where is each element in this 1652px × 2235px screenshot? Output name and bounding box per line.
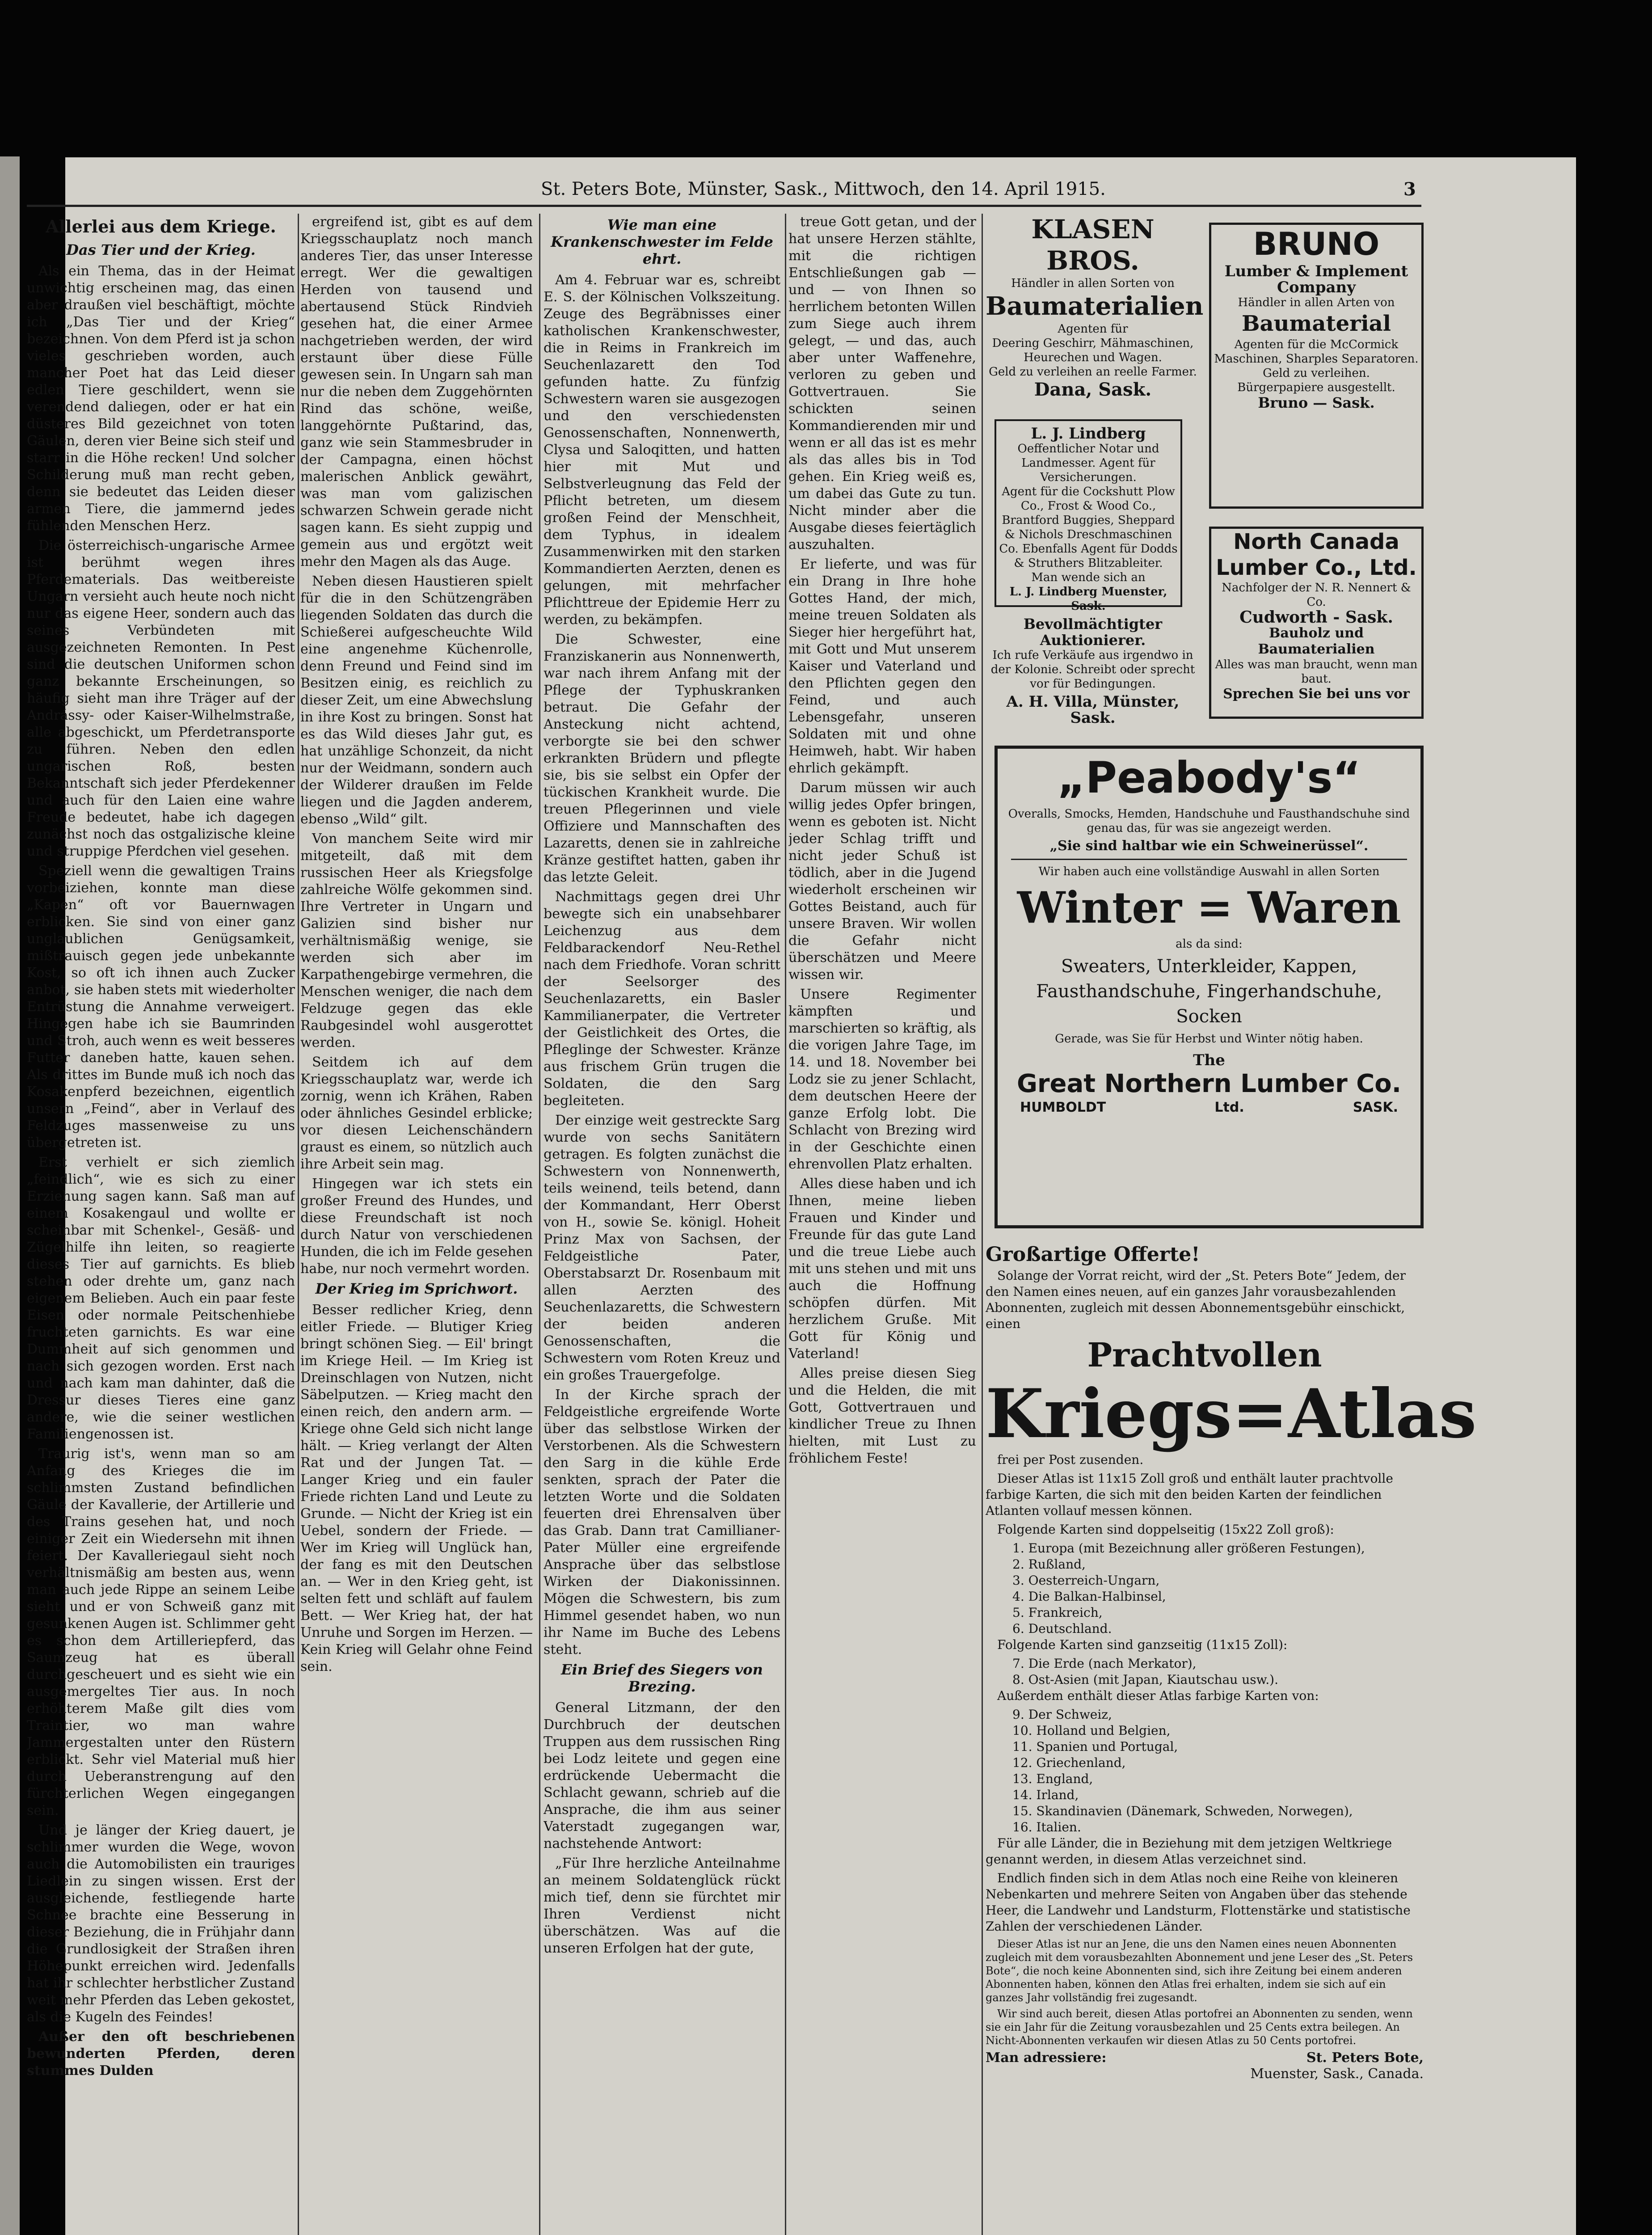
ad-line: Gerade, was Sie für Herbst und Winter nötig haben. bbox=[1055, 1032, 1363, 1046]
ad-line: Bürgerpapiere ausgestellt. bbox=[1237, 381, 1395, 394]
paragraph: Seitdem ich auf dem Kriegsschauplatz war, werde ich zornig, wenn ich Krähen, Raben oder ähnliches Gesindel erblicke; vor diesen Leichenschändern graust es einem, so nützlich auch ihre Arbeit sein mag. bbox=[300, 1054, 533, 1172]
bruno-ad bbox=[1209, 223, 1424, 509]
paragraph: Alles diese haben und ich Ihnen, meine lieben Frauen und Kinder und Freunde für das gute Land und die treue Liebe auch mit uns stehen und mit uns auch die Hoffnung schöpfen dürfen. Mit herzlichem Gruße. Mit Gott für König und Vaterland! bbox=[788, 1176, 976, 1362]
ad-name: North Canada Lumber Co., Ltd. bbox=[1216, 529, 1417, 580]
offer-address-city: Muenster, Sask., Canada. bbox=[1250, 2066, 1424, 2082]
ad-line: Nachfolger der N. R. Nennert & Co. bbox=[1222, 581, 1411, 609]
north-canada-lumber-ad bbox=[1209, 527, 1424, 719]
ad-line: Overalls, Smocks, Hemden, Handschuhe und Fausthandschuhe sind genau das, für was sie angezeigt werden. bbox=[1008, 807, 1410, 835]
villa-ad bbox=[986, 616, 1200, 732]
offer-head: Großartige Offerte! bbox=[986, 1243, 1200, 1266]
paragraph: Speziell wenn die gewaltigen Trains vorbeiziehen, konnte man diese „Kapen“ oft vor Bauernwagen erblicken. Sie sind von einer ganz unglaublichen Genügsamkeit, mißtrauisch gegen jede unbekannte Kost, so oft ich ihnen auch Zucker anbot, sie haben stets mit wiederholter Entrüstung die Annahme verweigert. Hingegen habe ich sie Baumrinden und Stroh, auch wenn es weit besseres Futter daneben hatte, kauen sehen. Als drittes im Bunde muß ich noch das Kosakenpferd bezeichnen, eigentlich unsern „Feind“, aber in Verlauf des Feldzuges massenweise zu uns übergetreten ist. bbox=[27, 863, 295, 1151]
column-2 bbox=[300, 214, 533, 2235]
offer-list bbox=[986, 1707, 1424, 1835]
offer-list-head: Folgende Karten sind doppelseitig (15x22 Zoll groß): bbox=[997, 1522, 1334, 1537]
paragraph: Nachmittags gegen drei Uhr bewegte sich ein unabsehbarer Leichenzug aus dem Feldbarackendorf Neu-Rethel nach dem Friedhofe. Voran schritt der Seelsorger des Seuchenlazaretts, ein Basler Kammilianerpater, die Vertreter der Geistlichkeit des Ortes, die Pfleglinge der Schwester. Kränze aus frischem Grün trugen die Soldaten, die den Sarg begleiteten. bbox=[544, 889, 780, 1109]
ad-line: Alles was man braucht, wenn man baut. bbox=[1215, 658, 1418, 686]
paragraph: Hingegen war ich stets ein großer Freund des Hundes, und diese Freundschaft ist noch durch Natur von verschiedenen Hunden, die ich im Felde gesehen habe, nur noch vermehrt worden. bbox=[300, 1176, 533, 1277]
list-item: 3. Oesterreich-Ungarn, bbox=[1012, 1573, 1160, 1588]
list-item: 5. Frankreich, bbox=[1012, 1605, 1103, 1620]
offer-title-main: Kriegs=Atlas bbox=[986, 1375, 1477, 1453]
paragraph: Von manchem Seite wird mir mitgeteilt, daß mit dem russischen Heer als Kriegsfolge zahlreiche Wölfe gekommen sind. Ihre Vertreter in Ungarn und Galizien sind bisher nur verhältnismäßig wenige, sie werden sich aber im Karpathengebirge vermehren, die Menschen weniger, die nach dem Feldzuge gegen das ekle Raubgesindel wohl ausgerottet werden. bbox=[300, 831, 533, 1050]
column-1 bbox=[27, 214, 295, 2235]
ad-title: Winter = Waren bbox=[1017, 882, 1401, 933]
ads-area bbox=[986, 214, 1477, 2235]
offer-text: Für alle Länder, die in Beziehung mit dem jetzigen Weltkriege genannt werden, in diesem Atlas verzeichnet sind. bbox=[986, 1836, 1392, 1867]
offer-desc: Dieser Atlas ist 11x15 Zoll groß und enthält lauter prachtvolle farbige Karten, die sich mit den beiden Karten der feindlichen Atlanten vollauf messen können. bbox=[986, 1471, 1393, 1518]
ad-footer: Sprechen Sie bei uns vor bbox=[1223, 686, 1410, 702]
paragraph: Alles preise diesen Sieg und die Helden, die mit Gott, Gottvertrauen und kindlicher Treue zu Ihnen hielten, mit Lust zu fröhlichem Feste! bbox=[788, 1366, 976, 1466]
article-title: Wie man eine Krankenschwester im Felde ehrt. bbox=[551, 216, 773, 267]
list-item: 15. Skandinavien (Dänemark, Schweden, Norwegen), bbox=[1012, 1804, 1353, 1818]
paragraph: treue Gott getan, und der hat unsere Herzen stählte, mit die richtigen Entschließungen gab — und — von Ihnen so herrlichem betonten Willen zum Siege auch ihrem gelegt, — und das, auch aber unter Waffenehre, verloren zu geben und Gottvertrauen. Sie schickten seinen Kommandierenden mir und wenn er all das ist es mehr als das alles bis in Tod gehen. Ein Krieg weiß es, um dabei das Gute zu tun. Nicht minder aber die Ausgabe dieses feiertäglich auszuhalten. bbox=[788, 214, 976, 552]
paragraph: Und je länger der Krieg dauert, je schlimmer wurden die Wege, wovon auch die Automobilisten ein trauriges Liedlein zu singen wissen. Erst der ausgleichende, festliegende harte Schnee brachte eine Besserung in dieser Beziehung, die in Frühjahr dann die Grundlosigkeit der Straßen ihren Höhepunkt erreichen wird. Jedenfalls hat ihr schlechter herbstlicher Zustand weit mehr Pferden das Leben gekostet, als die Kugeln des Feindes! bbox=[27, 1822, 295, 2025]
list-item: 10. Holland und Belgien, bbox=[1012, 1723, 1171, 1738]
list-item: 11. Spanien und Portugal, bbox=[1012, 1739, 1178, 1754]
list-item: 16. Italien. bbox=[1012, 1820, 1081, 1834]
list-item: 4. Die Balkan-Halbinsel, bbox=[1012, 1589, 1166, 1604]
list-item: 13. England, bbox=[1012, 1771, 1093, 1786]
paragraph: Erst verhielt er sich ziemlich „feindlich“, wie es sich zu einer Erziehung sagen kann. Saß man auf einem Kosakengaul und wollte er scheinbar mit Schenkel-, Gesäß- und Zügelhilfe ihn leiten, so reagierte dieses Tier auf garnichts. Es blieb stehen oder drehte um, ganz nach eigenem Belieben. Auch ein paar feste Eisen oder normale Peitschenhiebe fruchteten garnichts. Es war eine Dummheit auf sich genommen und nach sich gezogen worden. Erst nach und nach kam man dahinter, daß die Dressur dieses Tieres eine ganz andere, wie die seiner westlichen Familiengenossen ist. bbox=[27, 1155, 295, 1442]
offer-list-head: Außerdem enthält dieser Atlas farbige Karten von: bbox=[997, 1688, 1319, 1703]
ad-title: Baumaterialien bbox=[986, 291, 1204, 321]
paragraph: Die österreichisch-ungarische Armee ist berühmt wegen ihres Pferdematerials. Das weitbereiste Ungarn versieht auch heute noch nicht nur das eigene Heer, sondern auch das seines Verbündeten mit ausgezeichneten Remonten. In Pest sind die deutschen Uniformen schon ganz bekannte Erscheinungen, so häufig sieht man ihre Träger auf der Andrássy- oder Kaiser-Wilhelmstraße, alle abgeschickt, um Pferdetransporte zu führen. Neben den edlen ungarischen Roß, besten Bekanntschaft sich jeder Pferdekenner und auch für den Laien eine wahre Freude bedeutet, habe ich dagegen zunächst noch das ostgalizische kleine und struppige Pferdchen viel gesehen. bbox=[27, 538, 295, 859]
ad-line: Geld zu verleihen an reelle Farmer. bbox=[989, 365, 1197, 379]
ad-line: Ich rufe Verkäufe aus irgendwo in der Kolonie. Schreibt oder sprecht vor für Bedingungen. bbox=[990, 649, 1195, 691]
list-item: 14. Irland, bbox=[1012, 1788, 1079, 1802]
ad-line: Händler in allen Arten von bbox=[1238, 296, 1395, 309]
offer-list bbox=[986, 1656, 1424, 1688]
ad-title: Bevollmächtigter Auktionierer. bbox=[1023, 616, 1163, 649]
paragraph: Außer den oft beschriebenen bewunderten Pferden, deren stummes Dulden bbox=[27, 2029, 295, 2079]
paragraph: Der einzige weit gestreckte Sarg wurde von sechs Sanitätern getragen. Es folgten zunächst die Schwestern von Nonnenwerth, teils weinend, teils betend, dann der Kommandant, Herr Oberst von H., sowie Se. königl. Hoheit Prinz Max von Sachsen, der Feldgeistliche Pater, Oberstabsarzt Dr. Rosenbaum mit allen Aerzten des Seuchenlazaretts, die Schwestern der beiden anderen Genossenschaften, die Schwestern vom Roten Kreuz und ein großes Trauergefolge. bbox=[544, 1113, 780, 1383]
paragraph: ergreifend ist, gibt es auf dem Kriegsschauplatz noch manch anderes Tier, das unser Interesse erregt. Wer die gewaltigen Herden von tausend und abertausend Stück Rindvieh gesehen hat, die einer Armee nachgetrieben werden, der wird erstaunt über diese Fülle gewesen sein. In Ungarn sah man nur die neben dem Zuggehörnten Rind das schöne, weiße, langgehörnte Pußtarind, das, ganz wie sein Stammesbruder in der Campagna, einen höchst malerischen Anblick gewährt, was man vom galizischen schwarzen Schwein gerade nicht sagen kann. Es sieht zuppig und gemein aus und ergötzt weit mehr den Magen als das Auge. bbox=[300, 214, 533, 569]
scan-edge bbox=[0, 156, 20, 2235]
ad-name: L. J. Lindberg bbox=[1031, 425, 1146, 443]
list-item: 6. Deutschland. bbox=[1012, 1621, 1112, 1636]
paragraph: Er lieferte, und was für ein Drang in Ihre hohe Gottes Hand, der mich, meine treuen Soldaten als Sieger hier hergeführt hat, mit Gott und Mut unserem Kaiser und Vaterland und den Pflichten gegen den Feind, und auch Lebensgefahr, unseren Soldaten mit und ohne Heimweh, habt. Wir haben ehrlich gekämpft. bbox=[788, 557, 976, 776]
ad-line: Händler in allen Sorten von bbox=[1011, 277, 1175, 290]
article-subtitle: Das Tier und der Krieg. bbox=[66, 241, 256, 258]
offer-list-head: Folgende Karten sind ganzseitig (11x15 Zoll): bbox=[997, 1637, 1288, 1652]
column-4 bbox=[788, 214, 976, 2235]
ad-name: KLASEN BROS. bbox=[1031, 214, 1155, 276]
paragraph: Besser redlicher Krieg, denn eitler Friede. — Blutiger Krieg bringt schönen Sieg. — Eil' bringt im Kriege Heil. — Im Krieg ist Dreinschlagen von Nutzen, nicht Säbelputzen. — Krieg macht den einen reich, den andern arm. — Kriege ohne Geld sich nicht lange hält. — Krieg verlangt der Alten Rat und der Jungen Tat. — Langer Krieg und ein fauler Friede richten Land und Leute zu Grunde. — Nicht der Krieg ist ein Uebel, sondern der Friede. — Wer im Krieg will Unglück han, der fang es mit den Deutschen an. — Wer in den Krieg geht, ist selten fett und schläft auf faulem Bett. — Wer Krieg hat, der hat Unruhe und Sorgen im Herzen. — Kein Krieg will Gelahr ohne Feind sein. bbox=[300, 1302, 533, 1674]
ad-place: Dana, Sask. bbox=[1034, 379, 1152, 400]
ad-line: The bbox=[1193, 1051, 1225, 1069]
column-divider bbox=[298, 214, 299, 2235]
column-divider bbox=[785, 214, 786, 2235]
ad-line: Deering Geschirr, Mähmaschinen, Heurechen und Wagen. bbox=[992, 337, 1194, 364]
ad-line: Agent für die Cockshutt Plow Co., Frost & Wood Co., Brantford Buggies, Sheppard & Nichols Dreschmaschinen Co. Ebenfalls Agent für Dodds & Struthers Blitzableiter. bbox=[999, 485, 1178, 570]
ad-name: BRUNO bbox=[1253, 226, 1380, 262]
ad-line: Man wende sich an bbox=[1031, 571, 1146, 584]
ad-prov: SASK. bbox=[1353, 1100, 1398, 1115]
article-subtitle: Der Krieg im Sprichwort. bbox=[315, 1280, 518, 1297]
offer-text: Wir sind auch bereit, diesen Atlas portofrei an Abonnenten zu senden, wenn sie ein Jahr für die Zeitung vorausbezahlen und 25 Cents extra beilegen. An Nicht-Abonnenten verkaufen wir diesen Atlas zu 50 Cents portofrei. bbox=[986, 2007, 1413, 2047]
ad-slogan: „Sie sind haltbar wie ein Schweinerüssel“. bbox=[1049, 838, 1369, 854]
ad-line: Oeffentlicher Notar und Landmesser. Agent für Versicherungen. bbox=[1017, 442, 1159, 484]
atlas-offer bbox=[986, 1242, 1477, 2235]
masthead: St. Peters Bote, Münster, Sask., Mittwoch, den 14. April 1915. bbox=[541, 179, 1106, 199]
column-divider bbox=[539, 214, 540, 2235]
ad-place: Bruno — Sask. bbox=[1258, 394, 1375, 411]
header-rule bbox=[27, 205, 1421, 207]
column-3 bbox=[544, 214, 780, 2235]
ad-line: Agenten für bbox=[1058, 322, 1128, 336]
ad-city: HUMBOLDT bbox=[1020, 1100, 1106, 1115]
ad-name: „Peabody's“ bbox=[1057, 753, 1361, 803]
paragraph: Am 4. Februar war es, schreibt E. S. der Kölnischen Volkszeitung. Zeuge des Begräbnisses einer katholischen Krankenschwester, die in Reims in Frankreich im Seuchenlazarett den Tod gefunden hatte. Zu fünfzig Schwestern waren sie ausgezogen und den verschiedensten Genossenschaften, Nonnenwerth, Clysa und Saloqitten, und hatten hier mit Mut und Selbstverleugnung das Feld der Pflicht betreten, um diesem großen Feind der Menschheit, dem Typhus, in idealem Zusammenwirken mit den starken Kommandierten Aerzten, denen es gelungen, mit mehrfacher Pflichttreue der Epidemie Herr zu werden, zu bekämpfen. bbox=[544, 272, 780, 628]
list-item: 1. Europa (mit Bezeichnung aller größeren Festungen), bbox=[1012, 1541, 1365, 1556]
offer-address-label: Man adressiere: bbox=[986, 2050, 1107, 2066]
ad-ltd: Ltd. bbox=[1214, 1100, 1244, 1115]
page-header bbox=[76, 179, 1417, 202]
ad-title: Bauholz und Baumaterialien bbox=[1258, 625, 1375, 657]
paragraph: Darum müssen wir auch willig jedes Opfer bringen, wenn es geboten ist. Nicht jeder Schlag trifft und nicht jeder Schuß ist tödlich, aber in die Jugend wiederholt erscheinen wir Gottes Beistand, auch für unsere Braven. Wir wollen die Gefahr nicht überschätzen und Meere wissen wir. bbox=[788, 780, 976, 983]
article-subtitle: Ein Brief des Siegers von Brezing. bbox=[561, 1661, 763, 1695]
ad-line: Agenten für die McCormick Maschinen, Sharples Separatoren. bbox=[1214, 338, 1419, 366]
offer-intro: Solange der Vorrat reicht, wird der „St. Peters Bote“ Jedem, der den Namen eines neuen, auf ein ganzes Jahr vorausbezahlenden Abonnenten, zugleich mit dessen Abonnementsgebühr einschickt, einen bbox=[986, 1268, 1406, 1331]
paragraph: In der Kirche sprach der Feldgeistliche ergreifende Worte über das selbstlose Wirken der Verstorbenen. Als die Schwestern den Sarg in die kühle Erde senkten, sprach der Pater die letzten Worte und die Soldaten feuerten drei Ehrensalven über das Grab. Dann trat Camillianer-Pater Müller eine ergreifende Ansprache über das selbstlose Wirken der Diakonissinnen. Mögen die Schwestern, bis zum Himmel gesendet haben, wo nun ihr Name im Buche des Lebens steht. bbox=[544, 1387, 780, 1657]
ad-sub: Lumber & Implement Company bbox=[1224, 262, 1408, 296]
ad-line: Geld zu verleihen. bbox=[1263, 367, 1370, 380]
offer-list bbox=[986, 1540, 1424, 1637]
list-item: 8. Ost-Asien (mit Japan, Kiautschau usw.). bbox=[1012, 1672, 1278, 1687]
paragraph: Neben diesen Haustieren spielt für die in den Schützengräben liegenden Soldaten das durch die Schießerei aufgescheuchte Wild eine angenehme Küchenrolle, denn Freund und Feind sind im Besitzen einig, es reichlich zu dieser Zeit, um eine Abwechslung in ihre Kost zu bringen. Sonst hat es das Wild dieses Jahr gut, es hat unzählige Schonzeit, da nicht nur der Weidmann, sondern auch der Wilderer draußen im Felde liegen und die Jagden anderem, ebenso „Wild“ gilt. bbox=[300, 574, 533, 827]
ad-title: Baumaterial bbox=[1241, 311, 1391, 336]
ad-company: Great Northern Lumber Co. bbox=[1016, 1069, 1402, 1098]
paragraph: Traurig ist's, wenn man so am Anfang des Krieges die im schlimmsten Zustand befindlichen Gäule der Kavallerie, der Artillerie und des Trains gesehen hat, und noch einiger Zeit ein Wiedersehn mit ihnen feiert. Der Kavalleriegaul sieht noch verhältnismäßig am besten aus, wenn man auch jede Rippe an seinem Leibe sieht und er von Schweiß ganz mit gesunkenen Augen ist. Schlimmer geht es schon dem Artilleriepferd, das Saumzeug hat es überall durchgescheuert und es sieht wie ein ausgemergeltes Tier aus. In noch erhöhterem Maße gilt dies vom Traintier, wo man wahre Jammergestalten unter den Rüstern erblickt. Sehr viel Material muß hier durch Ueberanstrengung auf den fürchterlichen Wegen eingegangen sein. bbox=[27, 1446, 295, 1818]
paragraph: Als ein Thema, das in der Heimat unwichtig erscheinen mag, das einen aber draußen viel beschäftigt, möchte ich „Das Tier und der Krieg“ bezeichnen. Von dem Pferd ist ja schon vieles geschrieben worden, auch mancher Poet hat das Leid dieser edlen Tiere geschildert, wenn sie verendend daliegen, oder er hat ein düsteres Bild gezeichnet von toten Gäulen, deren vier Beine sich steif und starr in die Höhe recken! Und solcher Schilderung muß man recht geben, denn sie bedeutet das Leiden dieser armen Tiere, die jammernd jedes fühlenden Menschen Herz. bbox=[27, 263, 295, 534]
column-divider bbox=[982, 214, 983, 2235]
offer-free: frei per Post zusenden. bbox=[997, 1452, 1144, 1467]
page-number: 3 bbox=[1403, 179, 1416, 200]
ad-signature: A. H. Villa, Münster, Sask. bbox=[1006, 693, 1180, 727]
offer-title: Prachtvollen bbox=[1087, 1336, 1322, 1375]
paragraph: Unsere Regimenter kämpften und marschierten so kräftig, als die vorigen Jahre Tage, im 14. und 18. November bei Lodz sie zu jener Schlacht, dem deutschen Heere der ganze Erfolg lobt. Die Schlacht von Brezing wird in der Geschichte einen ehrenvollen Platz erhalten. bbox=[788, 987, 976, 1172]
paragraph: „Für Ihre herzliche Anteilnahme an meinem Soldatenglück rückt mich tief, denn sie fürchtet mir Ihren Verdienst nicht überschätzen. Was auf die unseren Erfolgen hat der gute, bbox=[544, 1855, 780, 1956]
paragraph: Die Schwester, eine Franziskanerin aus Nonnenwerth, war nach ihrem Anfang mit der Pflege der Typhuskranken betraut. Die Gefahr der Ansteckung nicht achtend, verborgte sie bei den schwer erkrankten Brüdern und pflegte sie, bis sie selbst ein Opfer der tückischen Krankheit wurde. Die treuen Pflegerinnen und viele Offiziere und Mannschaften des Lazaretts, denen sie in zahlreiche Kränze gestiftet hatten, gaben ihr das letzte Geleit. bbox=[544, 632, 780, 885]
offer-text: Dieser Atlas ist nur an Jene, die uns den Namen eines neuen Abonnenten zugleich mit dem vorausbezahlten Abonnement und jene Leser des „St. Peters Bote“, die noch keine Abonnenten sind, sich ihre Zeitung bei einem anderen Abonnenten haben, können den Atlas frei erhalten, indem sie sich auf ein ganzes Jahr vollständig frei zugesandt. bbox=[986, 1938, 1413, 2004]
ad-line: Sweaters, Unterkleider, Kappen, Fausthandschuhe, Fingerhandschuhe, Socken bbox=[1036, 956, 1382, 1027]
paragraph: General Litzmann, der den Durchbruch der deutschen Truppen aus dem russischen Ring bei Lodz leitete und gegen eine erdrückende Uebermacht die Schlacht gewann, schrieb auf die Ansprache, die ihm aus seiner Vaterstadt zugegangen war, nachstehende Antwort: bbox=[544, 1700, 780, 1851]
offer-text: Endlich finden sich in dem Atlas noch eine Reihe von kleineren Nebenkarten und mehrere Seiten von Angaben über das stehende Heer, die Landwehr und Landsturm, Flottenstärke und statistische Zahlen der verschiedenen Länder. bbox=[986, 1871, 1411, 1934]
ad-place: Cudworth - Sask. bbox=[1239, 608, 1393, 627]
ad-line: als da sind: bbox=[1176, 937, 1243, 951]
list-item: 7. Die Erde (nach Merkator), bbox=[1012, 1656, 1197, 1671]
list-item: 2. Rußland, bbox=[1012, 1557, 1086, 1572]
lindberg-ad bbox=[995, 419, 1182, 613]
list-item: 9. Der Schweiz, bbox=[1012, 1707, 1112, 1722]
ad-footer: L. J. Lindberg Muenster, Sask. bbox=[1009, 585, 1167, 613]
peabody-ad bbox=[995, 746, 1424, 1228]
list-item: 12. Griechenland, bbox=[1012, 1755, 1126, 1770]
ad-line: Wir haben auch eine vollständige Auswahl in allen Sorten bbox=[1038, 865, 1380, 878]
article-title: Allerlei aus dem Kriege. bbox=[46, 216, 276, 236]
offer-address-name: St. Peters Bote, bbox=[1306, 2050, 1424, 2066]
